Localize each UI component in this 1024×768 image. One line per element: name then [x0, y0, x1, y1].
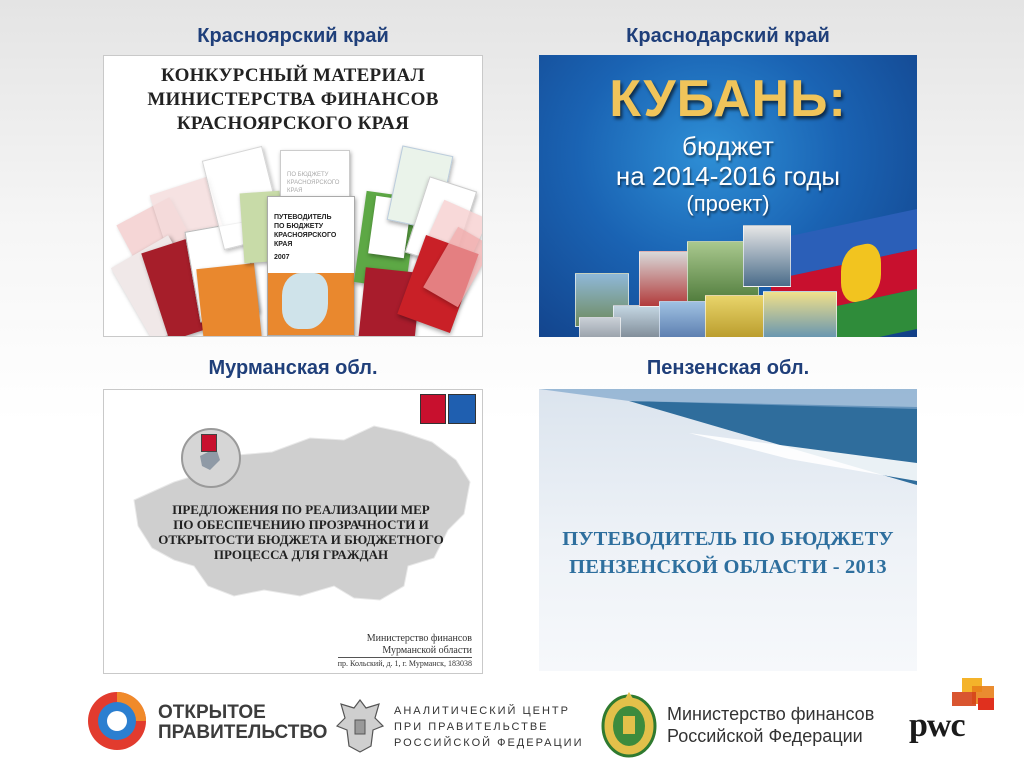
open-gov-line: ОТКРЫТОЕ: [158, 702, 266, 723]
booklet-main-line: ПУТЕВОДИТЕЛЬ: [274, 214, 332, 221]
region-title-krasnodar: Краснодарский край: [626, 25, 830, 47]
murmansk-text-line: ОТКРЫТОСТИ БЮДЖЕТА И БЮДЖЕТНОГО: [158, 532, 444, 547]
photo-tile: [705, 295, 771, 337]
minfin-murmansk-logo-icon: [448, 394, 476, 424]
krasnoyarsk-cover: [103, 55, 483, 337]
booklet-back-line: ПО БЮДЖЕТУ: [287, 172, 329, 178]
krasnoyarsk-cover-title: [104, 64, 482, 136]
booklet-back-line: КРАСНОЯРСКОГО КРАЯ: [287, 180, 340, 194]
murmansk-emblem-icon: [201, 434, 217, 452]
kras-title-line: КОНКУРСНЫЙ МАТЕРИАЛ: [160, 65, 426, 86]
booklet-main-line: 2007: [274, 254, 290, 261]
photo-tile: [743, 225, 791, 287]
minfin-line: Российской Федерации: [667, 726, 863, 746]
analytic-line: АНАЛИТИЧЕСКИЙ ЦЕНТР: [394, 705, 570, 717]
analytic-line: ПРИ ПРАВИТЕЛЬСТВЕ: [394, 721, 549, 733]
murmansk-coat-of-arms-icon: [420, 394, 446, 424]
photo-tile: [579, 317, 621, 337]
minfin-logo-text: [667, 703, 874, 747]
region-title-krasnoyarsk: Красноярский край: [197, 25, 389, 47]
murmansk-cover-footer: [338, 633, 472, 669]
murmansk-cover-text: [138, 502, 464, 562]
kras-title-line: КРАСНОЯРСКОГО КРАЯ: [176, 113, 410, 134]
booklet-main-line: КРАСНОЯРСКОГО КРАЯ: [274, 232, 337, 248]
penza-cover: [539, 389, 917, 671]
booklet-main: [267, 196, 355, 336]
region-title-murmansk: Мурманская обл.: [208, 357, 378, 379]
region-map-shape: [282, 273, 328, 329]
photo-tile: [763, 291, 837, 337]
kuban-line-budget: бюджет: [682, 131, 774, 161]
analytic-line: РОССИЙСКОЙ ФЕДЕРАЦИИ: [394, 737, 584, 749]
penza-cover-text: [539, 525, 917, 581]
booklet-main-line: ПО БЮДЖЕТУ: [274, 223, 324, 230]
open-gov-line: ПРАВИТЕЛЬСТВО: [158, 722, 328, 743]
murmansk-footer-address: пр. Кольский, д. 1, г. Мурманск, 183038: [337, 659, 472, 668]
murmansk-cover: [103, 389, 483, 674]
minfin-emblem-icon: [600, 690, 658, 758]
open-government-logo-text: [158, 703, 327, 743]
analytic-center-logo-text: [394, 703, 583, 751]
murmansk-footer-org: Министерство финансов: [366, 633, 472, 644]
murmansk-text-line: ПО ОБЕСПЕЧЕНИЮ ПРОЗРАЧНОСТИ И: [173, 517, 429, 532]
kras-title-line: МИНИСТЕРСТВА ФИНАНСОВ: [147, 89, 439, 110]
murmansk-text-line: ПРЕДЛОЖЕНИЯ ПО РЕАЛИЗАЦИИ МЕР: [172, 502, 430, 517]
murmansk-footer-region: Мурманской области: [338, 645, 472, 658]
kuban-title: КУБАНЬ:: [609, 70, 847, 128]
penza-text-line: ПУТЕВОДИТЕЛЬ ПО БЮДЖЕТУ: [562, 528, 894, 550]
minfin-line: Министерство финансов: [667, 704, 875, 724]
kuban-line-years: на 2014-2016 годы: [615, 161, 841, 191]
kuban-line-project: (проект): [686, 191, 770, 216]
double-eagle-emblem-icon: [335, 696, 385, 754]
open-government-logo-icon: [86, 690, 148, 752]
booklet: [196, 263, 261, 337]
pwc-logo-text: pwc: [909, 707, 965, 744]
krasnodar-cover: [539, 55, 917, 337]
region-title-penza: Пензенская обл.: [646, 357, 810, 379]
penza-text-line: ПЕНЗЕНСКОЙ ОБЛАСТИ - 2013: [569, 556, 887, 578]
murmansk-text-line: ПРОЦЕССА ДЛЯ ГРАЖДАН: [213, 547, 389, 562]
